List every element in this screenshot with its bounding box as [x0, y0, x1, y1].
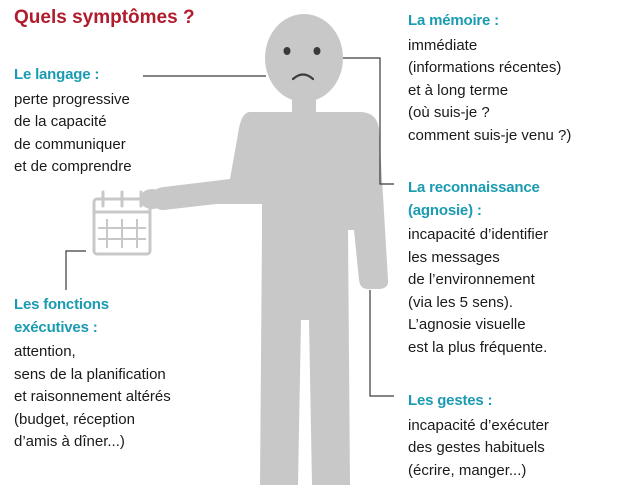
heading-line: La mémoire : — [408, 12, 499, 29]
connector-fonctions — [66, 251, 86, 290]
description-line: est la plus fréquente. — [408, 338, 548, 356]
symptom-heading — [14, 64, 132, 87]
description-line: d’amis à dîner...) — [14, 433, 125, 450]
description-line: comment suis-je venu ?) — [408, 126, 572, 144]
calendar-icon — [94, 192, 150, 254]
description-line: de l’environnement — [408, 271, 535, 288]
heading-line: Les fonctions — [14, 296, 109, 313]
connector-gestes — [370, 290, 394, 396]
symptom-heading — [408, 10, 571, 33]
heading-line: Les gestes : — [408, 392, 493, 409]
symptom-reconnaissance — [408, 177, 548, 359]
page-title: Quels symptômes ? — [14, 7, 195, 28]
heading-line: Le langage : — [14, 66, 100, 83]
left-eye — [284, 47, 291, 55]
description-line: et raisonnement altérés — [14, 388, 171, 405]
heading-line: exécutives : — [14, 318, 98, 336]
symptom-gestes — [408, 390, 549, 482]
symptom-description — [14, 341, 171, 454]
description-line: perte progressive — [14, 90, 130, 108]
symptom-heading — [408, 177, 548, 222]
symptom-description — [408, 224, 548, 359]
symptom-langage — [14, 64, 132, 179]
symptom-heading — [14, 294, 171, 339]
symptom-memoire — [408, 10, 571, 147]
description-line: (écrire, manger...) — [408, 461, 527, 479]
symptom-description — [14, 89, 132, 179]
description-line: attention, — [14, 343, 76, 360]
description-line: les messages — [408, 248, 500, 266]
description-line: incapacité d’exécuter — [408, 416, 549, 434]
figure-neck — [292, 96, 316, 114]
description-line: incapacité d’identifier — [408, 226, 549, 243]
description-line: L’agnosie visuelle — [408, 316, 526, 333]
description-line: sens de la planification — [14, 365, 166, 383]
symptom-description — [408, 415, 549, 483]
description-line: (budget, réception — [14, 410, 135, 428]
description-line: (informations récentes) — [408, 59, 562, 76]
right-eye — [314, 47, 321, 55]
description-line: (via les 5 sens). — [408, 293, 514, 311]
description-line: et de comprendre — [14, 158, 132, 175]
description-line: (où suis-je ? — [408, 104, 490, 121]
description-line: de communiquer — [14, 135, 126, 153]
description-line: immédiate — [408, 36, 478, 54]
heading-line: (agnosie) : — [408, 201, 482, 219]
figure-head — [265, 14, 343, 102]
symptom-heading — [408, 390, 549, 413]
description-line: et à long terme — [408, 81, 509, 99]
figure-body — [152, 112, 388, 485]
symptom-description — [408, 35, 571, 148]
person-figure — [140, 14, 388, 485]
symptom-fonctions-executives — [14, 294, 171, 454]
description-line: de la capacité — [14, 113, 107, 130]
heading-line: La reconnaissance — [408, 179, 540, 196]
description-line: des gestes habituels — [408, 439, 545, 456]
